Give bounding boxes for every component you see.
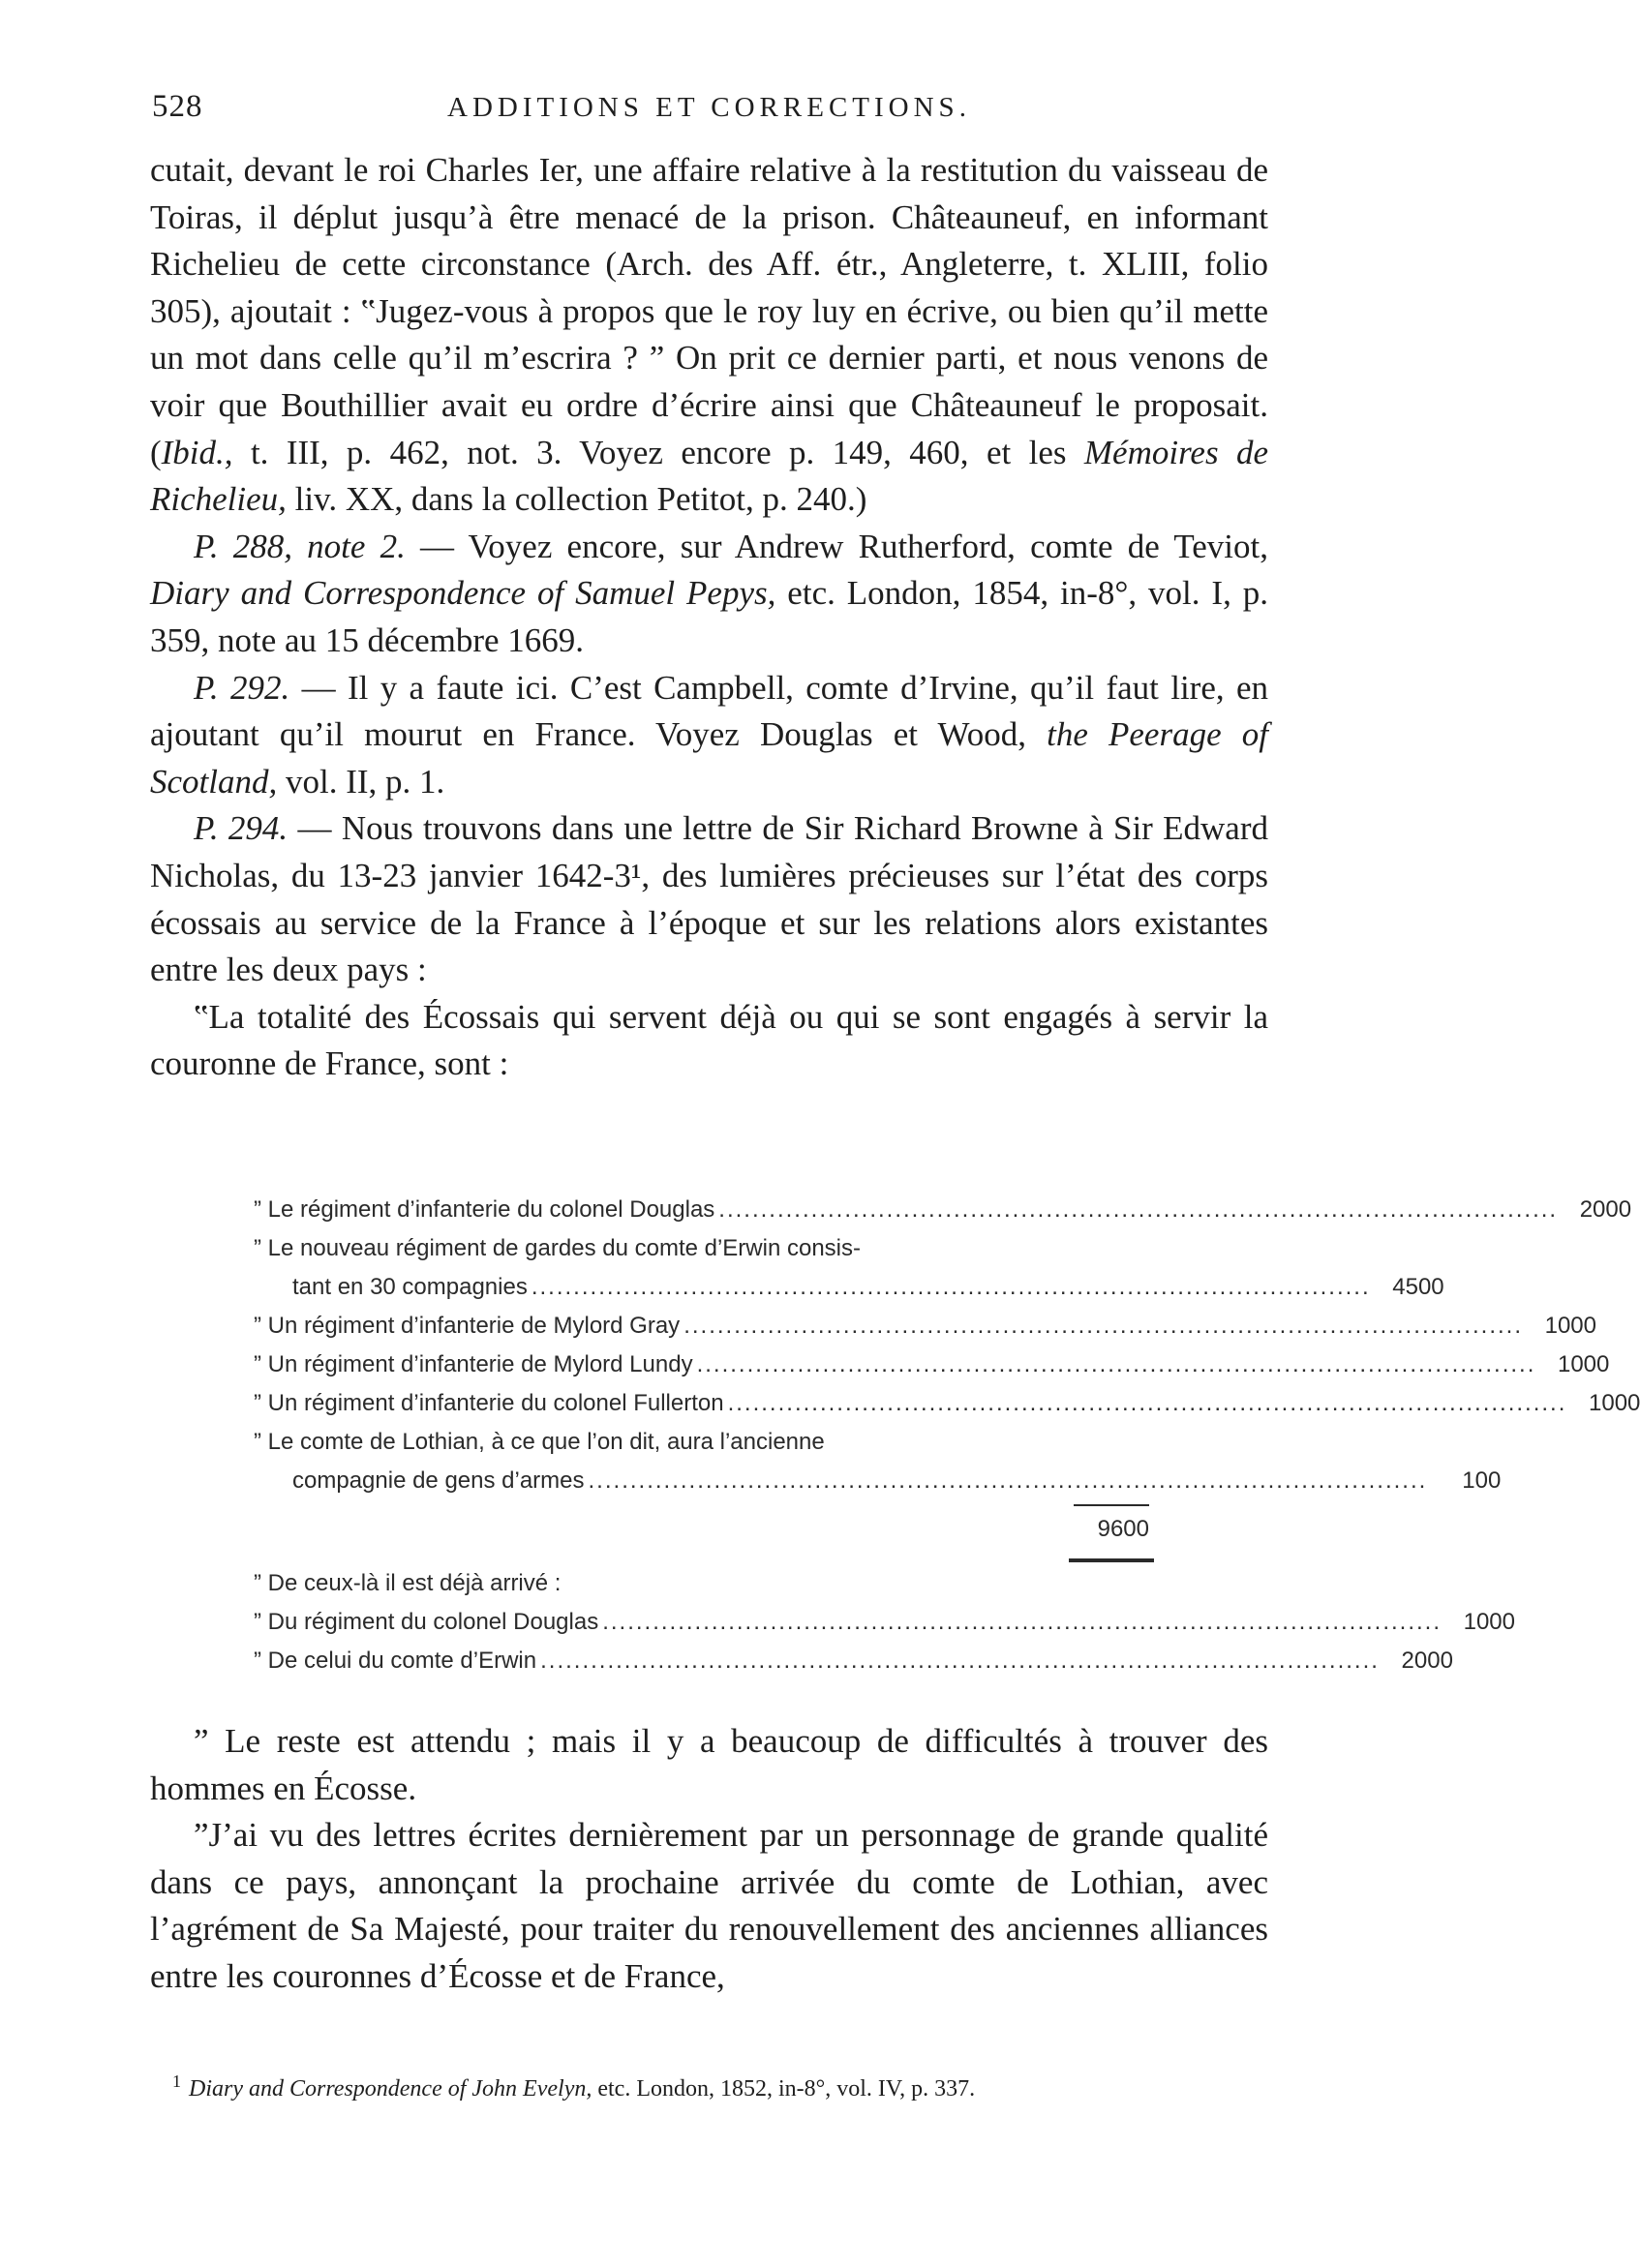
p4-text: — Nous trouvons dans une lettre de Sir Richard Browne à Sir Edward Nicholas, du 13-23 janvier 1642-3¹, des lumières précieuses sur l’état des corps écossais au service de la France à l’époque et sur les relations alors existantes entre les deux pays : — [150, 809, 1268, 989]
table-row — [254, 1564, 1149, 1603]
p1-memoires: Mémoires de Richelieu, — [150, 433, 1269, 519]
page-header — [152, 89, 1265, 128]
table-row — [254, 1462, 1502, 1500]
page-number: 528 — [152, 89, 203, 124]
paragraph-7: ”J’ai vu des lettres écrites dernièrement par un personnage de grande qualité dans ce pays, annonçant la prochaine arrivée du comte de Lothian, avec l’agrément de Sa Majesté, pour traiter du renouvellement des anciennes alliances entre les couronnes d’Écosse et de France, — [150, 1816, 1268, 1995]
body-text-top — [150, 147, 1268, 1088]
leader-dots: .................................................................................................... — [588, 1467, 1428, 1494]
table-total: 9600 — [1097, 1516, 1149, 1542]
p1-text: cutait, devant le roi Charles Ier, une affaire relative à la restitution du vaisseau de Toiras, il déplut jusqu’à être menacé de la prison. Châteauneuf, en informant Richelieu de cette circonstance (Arch. des Aff. étr., Angleterre, t. XLIII, folio 305), ajoutait : ‟Jugez-vous à propos que le roy luy en écrive, ou bien qu’il mette un mot dans celle qu’il m’escrira ? ” On prit ce dernier parti, et nous venons de voir que Bouthillier avait eu ordre d’écrire ainsi que Châteauneuf le proposait. ( — [150, 151, 1268, 471]
table-row — [254, 1268, 1444, 1307]
table-row — [254, 1642, 1453, 1680]
p3-end: vol. II, p. 1. — [277, 762, 445, 801]
row-label: ” Du régiment du colonel Douglas — [254, 1609, 599, 1635]
section-rule — [1069, 1558, 1154, 1562]
p3-text: — Il y a faute ici. C’est Campbell, comte d’Irvine, qu’il faut lire, en ajoutant qu’il mourut en France. Voyez Douglas et Wood, — [150, 668, 1268, 754]
paragraph-4 — [150, 805, 1268, 993]
row-label: ” Le nouveau régiment de gardes du comte d’Erwin consis- — [254, 1235, 861, 1261]
row-amount: 2000 — [1401, 1648, 1453, 1674]
table-row — [254, 1307, 1596, 1346]
p3-peerage: the Peerage of Scotland, — [150, 715, 1268, 801]
leader-dots: .................................................................................................... — [602, 1609, 1442, 1635]
row-amount: 1000 — [1544, 1313, 1596, 1339]
leader-dots: .................................................................................................... — [718, 1196, 1559, 1223]
row-label: ” De celui du comte d’Erwin — [254, 1648, 537, 1674]
footnote-mark: 1 — [172, 2071, 181, 2091]
row-label: ” Un régiment d’infanterie de Mylord Lundy — [254, 1351, 693, 1377]
row-label: ” Le comte de Lothian, à ce que l’on dit, aura l’ancienne — [254, 1429, 825, 1455]
row-label: ” Un régiment d’infanterie du colonel Fullerton — [254, 1390, 724, 1416]
row-amount: 1000 — [1589, 1390, 1640, 1416]
leader-dots: .................................................................................................... — [683, 1313, 1523, 1339]
row-amount: 1000 — [1463, 1609, 1515, 1635]
p3-ref: P. 292. — [194, 668, 290, 707]
p2-text: — Voyez encore, sur Andrew Rutherford, comte de Teviot, — [405, 527, 1268, 565]
running-title: ADDITIONS ET CORRECTIONS. — [447, 92, 971, 123]
table-row — [254, 1603, 1515, 1642]
p1-end: liv. XX, dans la collection Petitot, p. 240.) — [286, 480, 867, 519]
table-row — [254, 1229, 1149, 1268]
row-amount: 2000 — [1579, 1196, 1632, 1223]
paragraph-3 — [150, 665, 1268, 806]
paragraph-5: ‟La totalité des Écossais qui servent déjà ou qui se sont engagés à servir la couronne de France, sont : — [150, 997, 1268, 1083]
row-label: ” De ceux-là il est déjà arrivé : — [254, 1570, 562, 1596]
leader-dots: .................................................................................................... — [531, 1274, 1371, 1300]
paragraph-6: ” Le reste est attendu ; mais il y a beaucoup de difficultés à trouver des hommes en Écosse. — [150, 1722, 1268, 1807]
leader-dots: .................................................................................................... — [727, 1390, 1567, 1416]
table-row — [254, 1346, 1610, 1384]
row-amount: 1000 — [1557, 1351, 1610, 1377]
leader-dots: .................................................................................................... — [696, 1351, 1536, 1377]
p1-mid: t. III, p. 462, not. 3. Voyez encore p. 149, 460, et les — [232, 433, 1084, 471]
p2-ref: P. 288, note 2. — [194, 527, 406, 565]
p4-ref: P. 294. — [194, 809, 289, 848]
p2-end: etc. London, 1854, in-8°, vol. I, p. 359, note au 15 décembre 1669. — [150, 574, 1269, 659]
footnote — [172, 2071, 975, 2102]
row-label: ” Le régiment d’infanterie du colonel Douglas — [254, 1196, 715, 1223]
row-label: compagnie de gens d’armes — [292, 1467, 585, 1494]
row-amount: 100 — [1462, 1467, 1502, 1494]
paragraph-2 — [150, 524, 1268, 665]
paragraph-1 — [150, 147, 1268, 524]
body-text-bottom — [150, 1718, 1268, 2001]
leader-dots: .................................................................................................... — [540, 1648, 1380, 1674]
troops-table — [254, 1191, 1640, 1680]
row-amount: 4500 — [1392, 1274, 1444, 1300]
footnote-rest: etc. London, 1852, in-8°, vol. IV, p. 337. — [592, 2076, 976, 2102]
table-row — [254, 1423, 1149, 1462]
row-label: ” Un régiment d’infanterie de Mylord Gray — [254, 1313, 681, 1339]
row-label: tant en 30 compagnies — [292, 1274, 528, 1300]
footnote-title: Diary and Correspondence of John Evelyn, — [189, 2076, 592, 2102]
sum-line — [1074, 1504, 1149, 1506]
table-row — [254, 1384, 1640, 1423]
table-row — [254, 1191, 1632, 1229]
p1-ibid: Ibid., — [161, 433, 233, 471]
p2-pepys: Diary and Correspondence of Samuel Pepys, — [150, 574, 776, 613]
